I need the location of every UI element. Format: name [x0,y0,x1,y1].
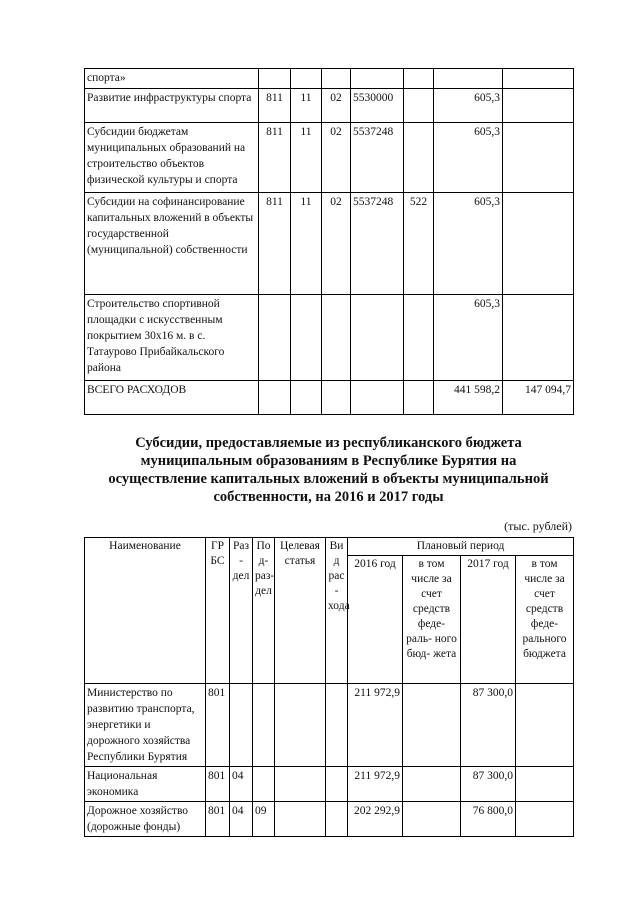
extra-sum-cell [503,193,574,295]
sum-cell: 605,3 [434,193,503,295]
vid-cell [404,69,434,89]
statya-cell [275,802,326,837]
expenses-table-body [85,69,574,415]
razdel-cell [291,295,322,381]
sum-2017-federal-cell [516,767,574,802]
table-row [85,89,574,123]
table-row [85,123,574,193]
subsidies-table-body [85,684,574,837]
podrazdel-cell [322,69,351,89]
podrazdel-cell [322,295,351,381]
sum-2017-cell: 76 800,0 [461,802,516,837]
unit-note: (тыс. рублей) [504,519,572,533]
table-row [85,767,574,802]
expenses-table-continuation [84,68,574,415]
podrazdel-cell: 02 [322,89,351,123]
sum-2017-federal-cell [516,684,574,767]
sum-cell [434,69,503,89]
grbs-cell [259,295,291,381]
sum-2016-federal-cell [403,802,461,837]
podrazdel-cell: 02 [322,123,351,193]
row-name: Субсидии на софинансирование капитальных вложений в объекты государственной (муниципальной) собственности [85,193,259,295]
table-row [85,193,574,295]
statya-cell [275,767,326,802]
row-name: Дорожное хозяйство (дорожные фонды) [85,802,206,837]
header-2016: 2016 год [348,556,403,684]
extra-sum-cell [503,69,574,89]
sum-2017-cell: 87 300,0 [461,767,516,802]
vid-cell [404,295,434,381]
vid-cell [404,381,434,415]
sum-cell: 605,3 [434,123,503,193]
subsidies-table [84,537,574,837]
table-row [85,69,574,89]
podrazdel-cell: 09 [253,802,275,837]
section-title-line: собственности, на 2016 и 2017 годы [213,489,444,505]
statya-cell: 5537248 [351,123,404,193]
sum-2016-federal-cell [403,767,461,802]
total-sum-cell: 441 598,2 [434,381,503,415]
statya-cell [351,69,404,89]
podrazdel-cell [322,381,351,415]
statya-cell: 5530000 [351,89,404,123]
header-2016-federal: в том числе за счет средств феде- раль- ного бюд- жета [403,556,461,684]
sum-2016-cell: 211 972,9 [348,684,403,767]
razdel-cell: 11 [291,89,322,123]
sum-cell: 605,3 [434,295,503,381]
statya-cell [351,295,404,381]
statya-cell: 5537248 [351,193,404,295]
row-name: спорта» [85,69,259,89]
razdel-cell [291,69,322,89]
grbs-cell: 801 [206,802,230,837]
grbs-cell [259,69,291,89]
subsidies-table-header [85,538,574,684]
sum-2016-cell: 211 972,9 [348,767,403,802]
header-vid: Ви д рас - хода [326,538,348,684]
razdel-cell [291,381,322,415]
grbs-cell: 811 [259,123,291,193]
row-name: Национальная экономика [85,767,206,802]
table-row [85,684,574,767]
sum-2016-federal-cell [403,684,461,767]
grbs-cell: 801 [206,767,230,802]
section-title [84,434,573,506]
razdel-cell: 11 [291,123,322,193]
razdel-cell [230,684,253,767]
razdel-cell: 04 [230,767,253,802]
section-title-line: Субсидии, предоставляемые из республиканского бюджета [135,435,522,451]
vid-cell [404,89,434,123]
vid-cell [404,123,434,193]
total-label: ВСЕГО РАСХОДОВ [85,381,259,415]
row-name: Строительство спортивной площадки с искусственным покрытием 30х16 м. в с. Татаурово Прибайкальского района [85,295,259,381]
header-statya: Целевая статья [275,538,326,684]
header-2017: 2017 год [461,556,516,684]
grbs-cell: 801 [206,684,230,767]
header-razdel: Раз - дел [230,538,253,684]
extra-sum-cell [503,295,574,381]
header-2017-federal: в том числе за счет средств феде- рального бюджета [516,556,574,684]
extra-sum-cell [503,89,574,123]
header-row [85,538,574,556]
vid-cell [326,684,348,767]
row-name: Развитие инфраструктуры спорта [85,89,259,123]
section-title-line: муниципальным образованиям в Республике Бурятия на [140,453,517,469]
sum-2017-federal-cell [516,802,574,837]
grbs-cell [259,381,291,415]
extra-sum-cell [503,123,574,193]
statya-cell [351,381,404,415]
grbs-cell: 811 [259,89,291,123]
podrazdel-cell [253,767,275,802]
table-row [85,802,574,837]
header-period: Плановый период [348,538,574,556]
section-title-line: осуществление капитальных вложений в объекты муниципальной [108,471,549,487]
total-extra-sum-cell: 147 094,7 [503,381,574,415]
table-row [85,295,574,381]
sum-2016-cell: 202 292,9 [348,802,403,837]
razdel-cell: 04 [230,802,253,837]
vid-cell [326,767,348,802]
podrazdel-cell [253,684,275,767]
header-grbs: ГР БС [206,538,230,684]
statya-cell [275,684,326,767]
sum-cell: 605,3 [434,89,503,123]
header-podrazdel: По д- раз- дел [253,538,275,684]
row-name: Министерство по развитию транспорта, энергетики и дорожного хозяйства Республики Бурятия [85,684,206,767]
vid-cell: 522 [404,193,434,295]
grbs-cell: 811 [259,193,291,295]
header-name: Наименование [85,538,206,684]
row-name: Субсидии бюджетам муниципальных образований на строительство объектов физической культуры и спорта [85,123,259,193]
podrazdel-cell: 02 [322,193,351,295]
total-row [85,381,574,415]
sum-2017-cell: 87 300,0 [461,684,516,767]
vid-cell [326,802,348,837]
razdel-cell: 11 [291,193,322,295]
